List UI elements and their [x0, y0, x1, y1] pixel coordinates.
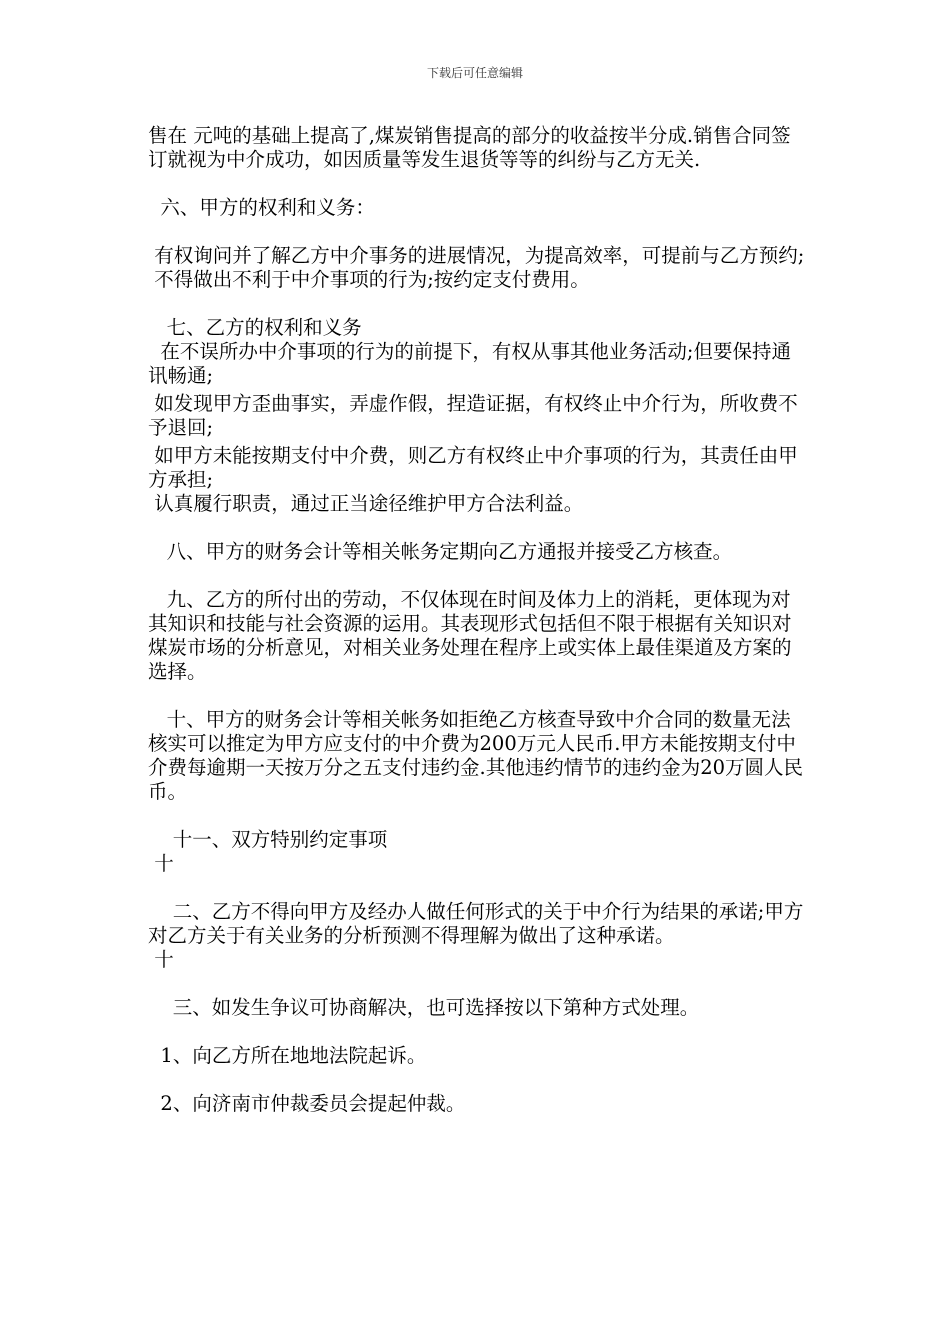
- paragraph-revenue-share: 售在 元吨的基础上提高了,煤炭销售提高的部分的收益按半分成.销售合同签订就视为中介成功，如因质量等发生退货等等的纠纷与乙方无关.: [148, 124, 791, 171]
- section-8: 八、甲方的财务会计等相关帐务定期向乙方通报并接受乙方核查。: [148, 540, 733, 563]
- spacer: [148, 1020, 808, 1044]
- section-9: 九、乙方的所付出的劳动，不仅体现在时间及体力上的消耗，更体现为对其知识和技能与社会资源的运用。其表现形式包括但不限于根据有关知识对煤炭市场的分析意见，对相关业务处理在程序上或实体上最佳渠道及方案的选择。: [148, 588, 792, 683]
- section-13-option-1: 1、向乙方所在地地法院起诉。: [148, 1044, 427, 1067]
- spacer: [148, 292, 808, 316]
- page-header-note: 下载后可任意编辑: [426, 66, 523, 80]
- section-10: 十、甲方的财务会计等相关帐务如拒绝乙方核查导致中介合同的数量无法核实可以推定为甲方应支付的中介费为200万元人民币.甲方未能按期支付中介费每逾期一天按万分之五支付违约金.其他违约情节的违约金为20万圆人民币。: [148, 708, 804, 803]
- section-13: 三、如发生争议可协商解决，也可选择按以下第种方式处理。: [148, 996, 700, 1019]
- section-6-title: 六、甲方的权利和义务：: [148, 196, 375, 219]
- spacer: [148, 804, 808, 828]
- section-12: 二、乙方不得向甲方及经办人做任何形式的关于中介行为结果的承诺;甲方对乙方关于有关业务的分析预测不得理解为做出了这种承诺。: [148, 900, 804, 947]
- spacer: [148, 684, 808, 708]
- section-7-title: 七、乙方的权利和义务: [148, 316, 362, 339]
- section-6-item-1: 有权询问并了解乙方中介事务的进展情况，为提高效率，可提前与乙方预约;: [148, 244, 805, 267]
- section-7-item-2: 如发现甲方歪曲事实，弄虚作假，捏造证据，有权终止中介行为，所收费不予退回;: [148, 392, 798, 439]
- section-11-title: 十一、双方特别约定事项: [148, 828, 388, 851]
- section-6-item-2: 不得做出不利于中介事项的行为;按约定支付费用。: [148, 268, 590, 291]
- spacer: [148, 1068, 808, 1092]
- section-7-item-1: 在不误所办中介事项的行为的前提下，有权从事其他业务活动;但要保持通讯畅通;: [148, 340, 791, 387]
- spacer: [148, 972, 808, 996]
- section-12-number-fragment: 十: [148, 948, 174, 971]
- section-11-number-fragment: 十: [148, 852, 174, 875]
- section-7-item-4: 认真履行职责，通过正当途径维护甲方合法利益。: [148, 492, 584, 515]
- document-body: [148, 124, 808, 1116]
- spacer: [148, 516, 808, 540]
- section-7-item-3: 如甲方未能按期支付中介费，则乙方有权终止中介事项的行为，其责任由甲方承担;: [148, 444, 798, 491]
- spacer: [148, 172, 808, 196]
- spacer: [148, 564, 808, 588]
- spacer: [148, 220, 808, 244]
- spacer: [148, 876, 808, 900]
- section-13-option-2: 2、向济南市仲裁委员会提起仲裁。: [148, 1092, 466, 1115]
